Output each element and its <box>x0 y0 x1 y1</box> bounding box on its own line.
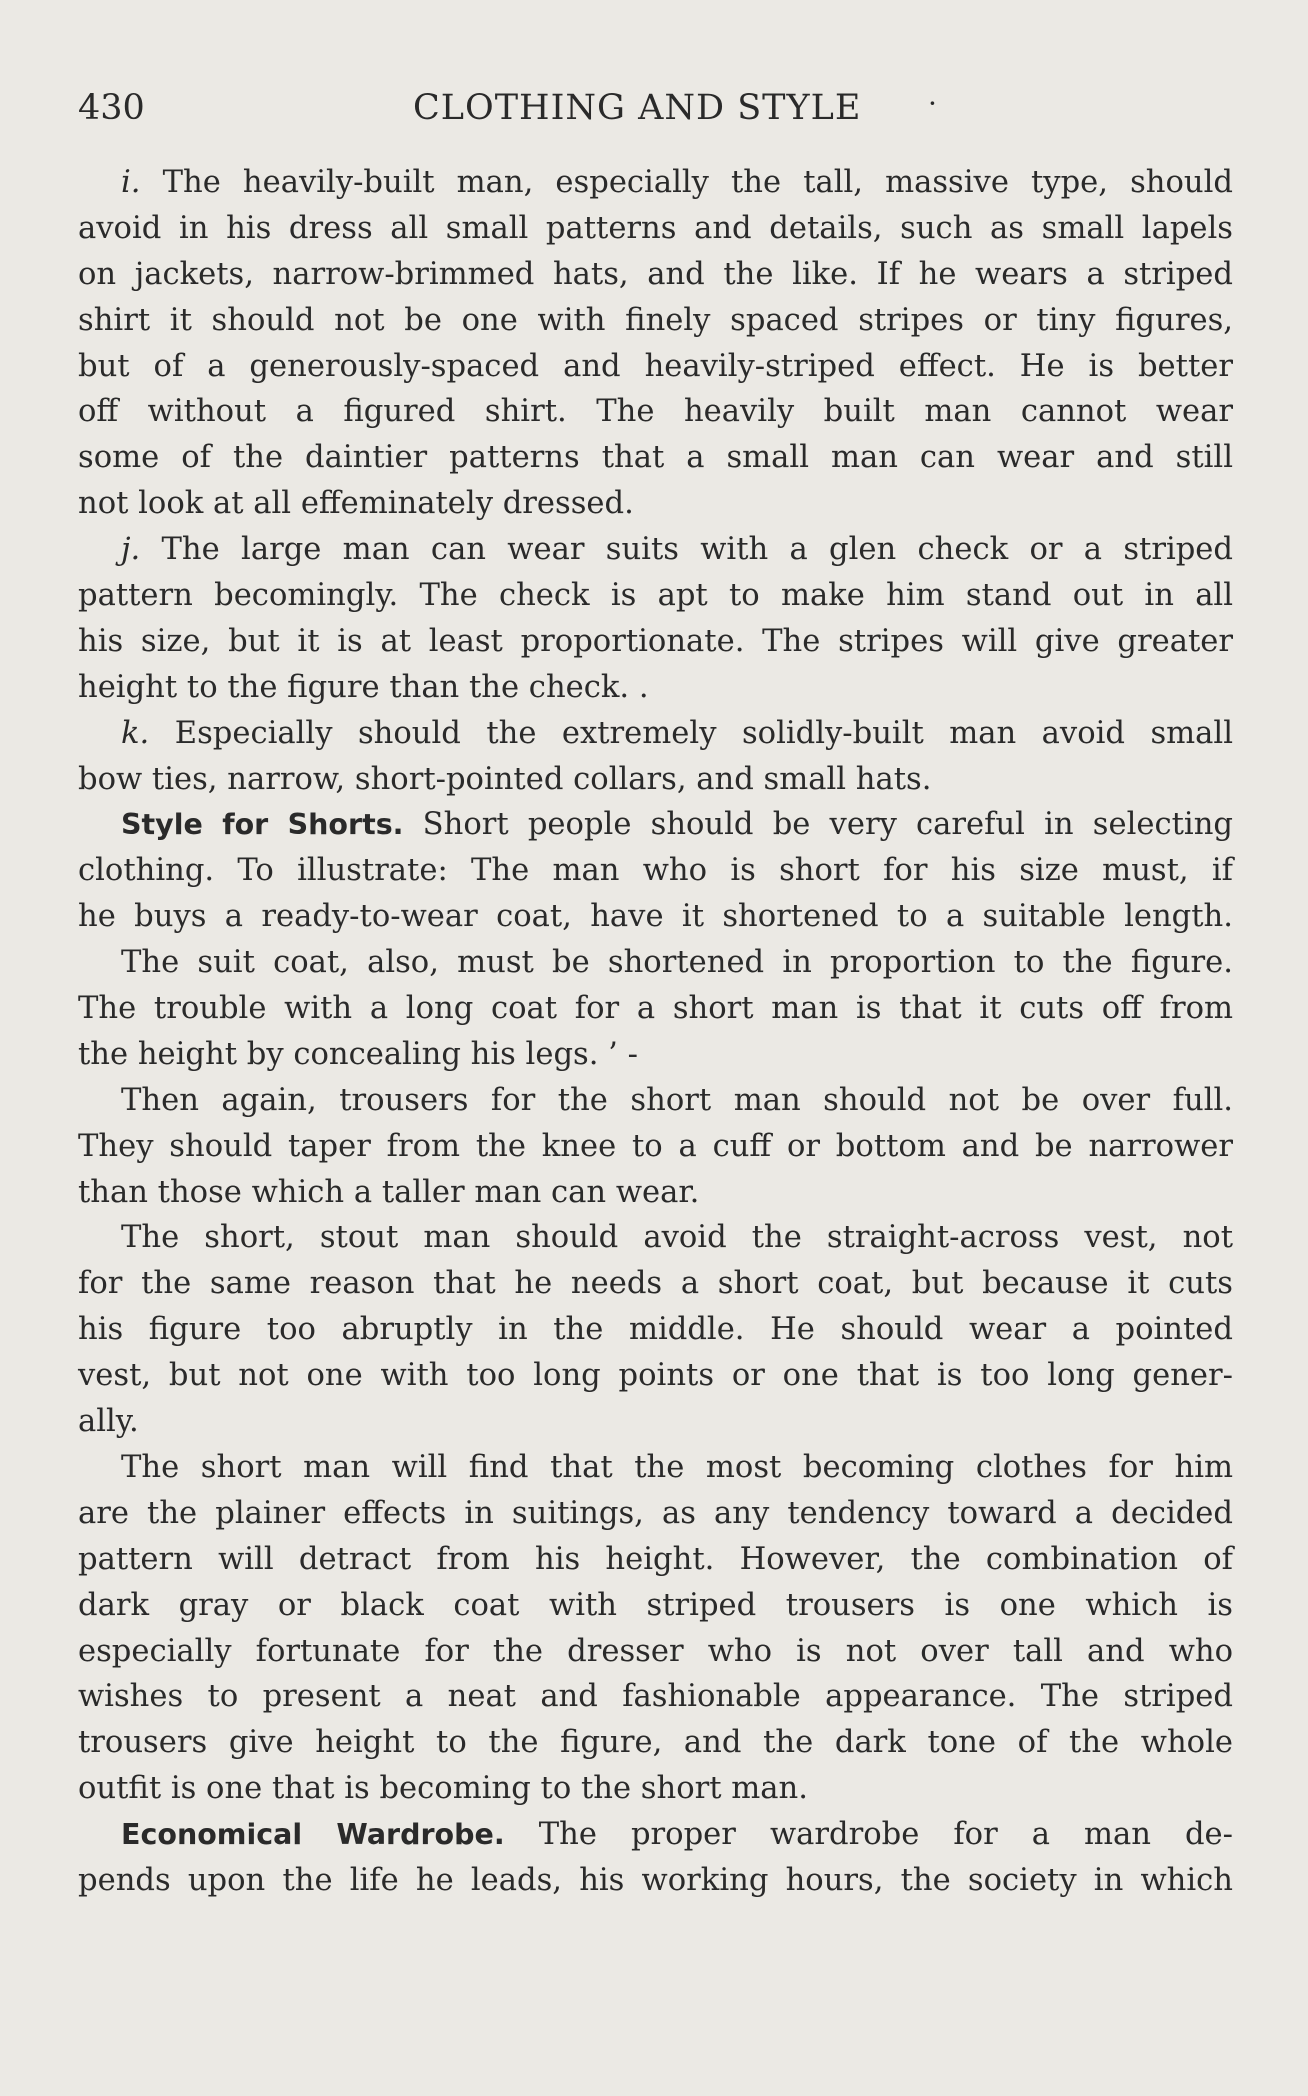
paragraph-line: The short man will find that the most becoming clothes for him <box>121 1449 1233 1485</box>
list-marker: j. <box>121 532 141 568</box>
line-text: Short people should be very careful in selecting <box>422 807 1233 843</box>
body-text <box>78 160 1233 1904</box>
section-heading: Style for Shorts. <box>121 808 404 842</box>
paragraph-line: Then again, trousers for the short man should not be over full. <box>121 1082 1233 1118</box>
line-text: The large man can wear suits with a glen check or a striped <box>161 532 1233 568</box>
paragraph-line: The suit coat, also, must be shortened in proportion to the figure. <box>121 945 1233 981</box>
paragraph-line: avoid in his dress all small patterns and details, such as small lapels <box>78 210 1233 246</box>
running-title: CLOTHING AND STYLE <box>413 88 862 128</box>
paragraph-line: than those which a taller man can wear. <box>78 1174 700 1210</box>
paragraph-line: The short, stout man should avoid the straight-across vest, not <box>121 1220 1233 1256</box>
paragraph-line: outfit is one that is becoming to the short man. <box>78 1771 808 1807</box>
paragraph-line: but of a generously-spaced and heavily-striped effect. He is better <box>78 348 1233 384</box>
line-text: Especially should the extremely solidly-built man avoid small <box>174 715 1233 751</box>
paragraph-line: the height by concealing his legs. ’ ‑ <box>78 1036 638 1072</box>
list-marker: k. <box>121 715 150 751</box>
paragraph-line: bow ties, narrow, short-pointed collars, and small hats. <box>78 761 932 797</box>
paragraph-line: pends upon the life he leads, his working hours, the society in which <box>78 1862 1233 1898</box>
paragraph-line: wishes to present a neat and fashionable appearance. The striped <box>78 1679 1233 1715</box>
paragraph-line: off without a figured shirt. The heavily built man cannot wear <box>78 394 1233 430</box>
paragraph-line: on jackets, narrow-brimmed hats, and the like. If he wears a striped <box>78 256 1233 292</box>
header-ornament: · <box>928 87 937 120</box>
paragraph-line: ally. <box>78 1404 139 1440</box>
paragraph-line: for the same reason that he needs a short coat, but because it cuts <box>78 1266 1233 1302</box>
paragraph-line: They should taper from the knee to a cuff or bottom and be narrower <box>78 1128 1233 1164</box>
paragraph-line <box>78 160 1233 206</box>
line-text: The heavily-built man, especially the tall, massive type, should <box>162 165 1233 200</box>
paragraph-line: clothing. To illustrate: The man who is short for his size must, if <box>78 853 1233 889</box>
paragraph-line <box>78 527 1233 573</box>
paragraph-line: some of the daintier patterns that a small man can wear and still <box>78 440 1233 476</box>
paragraph-line: shirt it should not be one with finely spaced stripes or tiny figures, <box>78 302 1233 338</box>
running-head <box>78 84 1228 132</box>
paragraph-line: trousers give height to the figure, and the dark tone of the whole <box>78 1725 1233 1761</box>
paragraph-line: height to the figure than the check. . <box>78 669 649 705</box>
paragraph-line: not look at all effeminately dressed. <box>78 486 634 522</box>
paragraph-line: his size, but it is at least proportionate. The stripes will give greater <box>78 623 1233 659</box>
paragraph-line <box>78 802 1233 848</box>
paragraph-line: The trouble with a long coat for a short man is that it cuts off from <box>78 991 1233 1027</box>
paragraph-line: he buys a ready-to-wear coat, have it shortened to a suitable length. <box>78 899 1233 935</box>
paragraph-line: vest, but not one with too long points or one that is too long gener- <box>78 1358 1233 1394</box>
paragraph-line: his figure too abruptly in the middle. He should wear a pointed <box>78 1312 1233 1348</box>
line-text: The proper wardrobe for a man de- <box>538 1817 1233 1853</box>
list-marker: i. <box>121 165 141 200</box>
page-number: 430 <box>78 88 145 128</box>
paragraph-line: pattern becomingly. The check is apt to make him stand out in all <box>78 578 1233 614</box>
paragraph-line: pattern will detract from his height. However, the combination of <box>78 1541 1233 1577</box>
section-heading: Economical Wardrobe. <box>121 1818 505 1852</box>
paragraph-line: especially fortunate for the dresser who is not over tall and who <box>78 1633 1233 1669</box>
paragraph-line <box>78 711 1233 757</box>
paragraph-line: dark gray or black coat with striped trousers is one which is <box>78 1587 1233 1623</box>
paragraph-line <box>78 1812 1233 1858</box>
paragraph-line: are the plainer effects in suitings, as any tendency toward a decided <box>78 1495 1233 1531</box>
